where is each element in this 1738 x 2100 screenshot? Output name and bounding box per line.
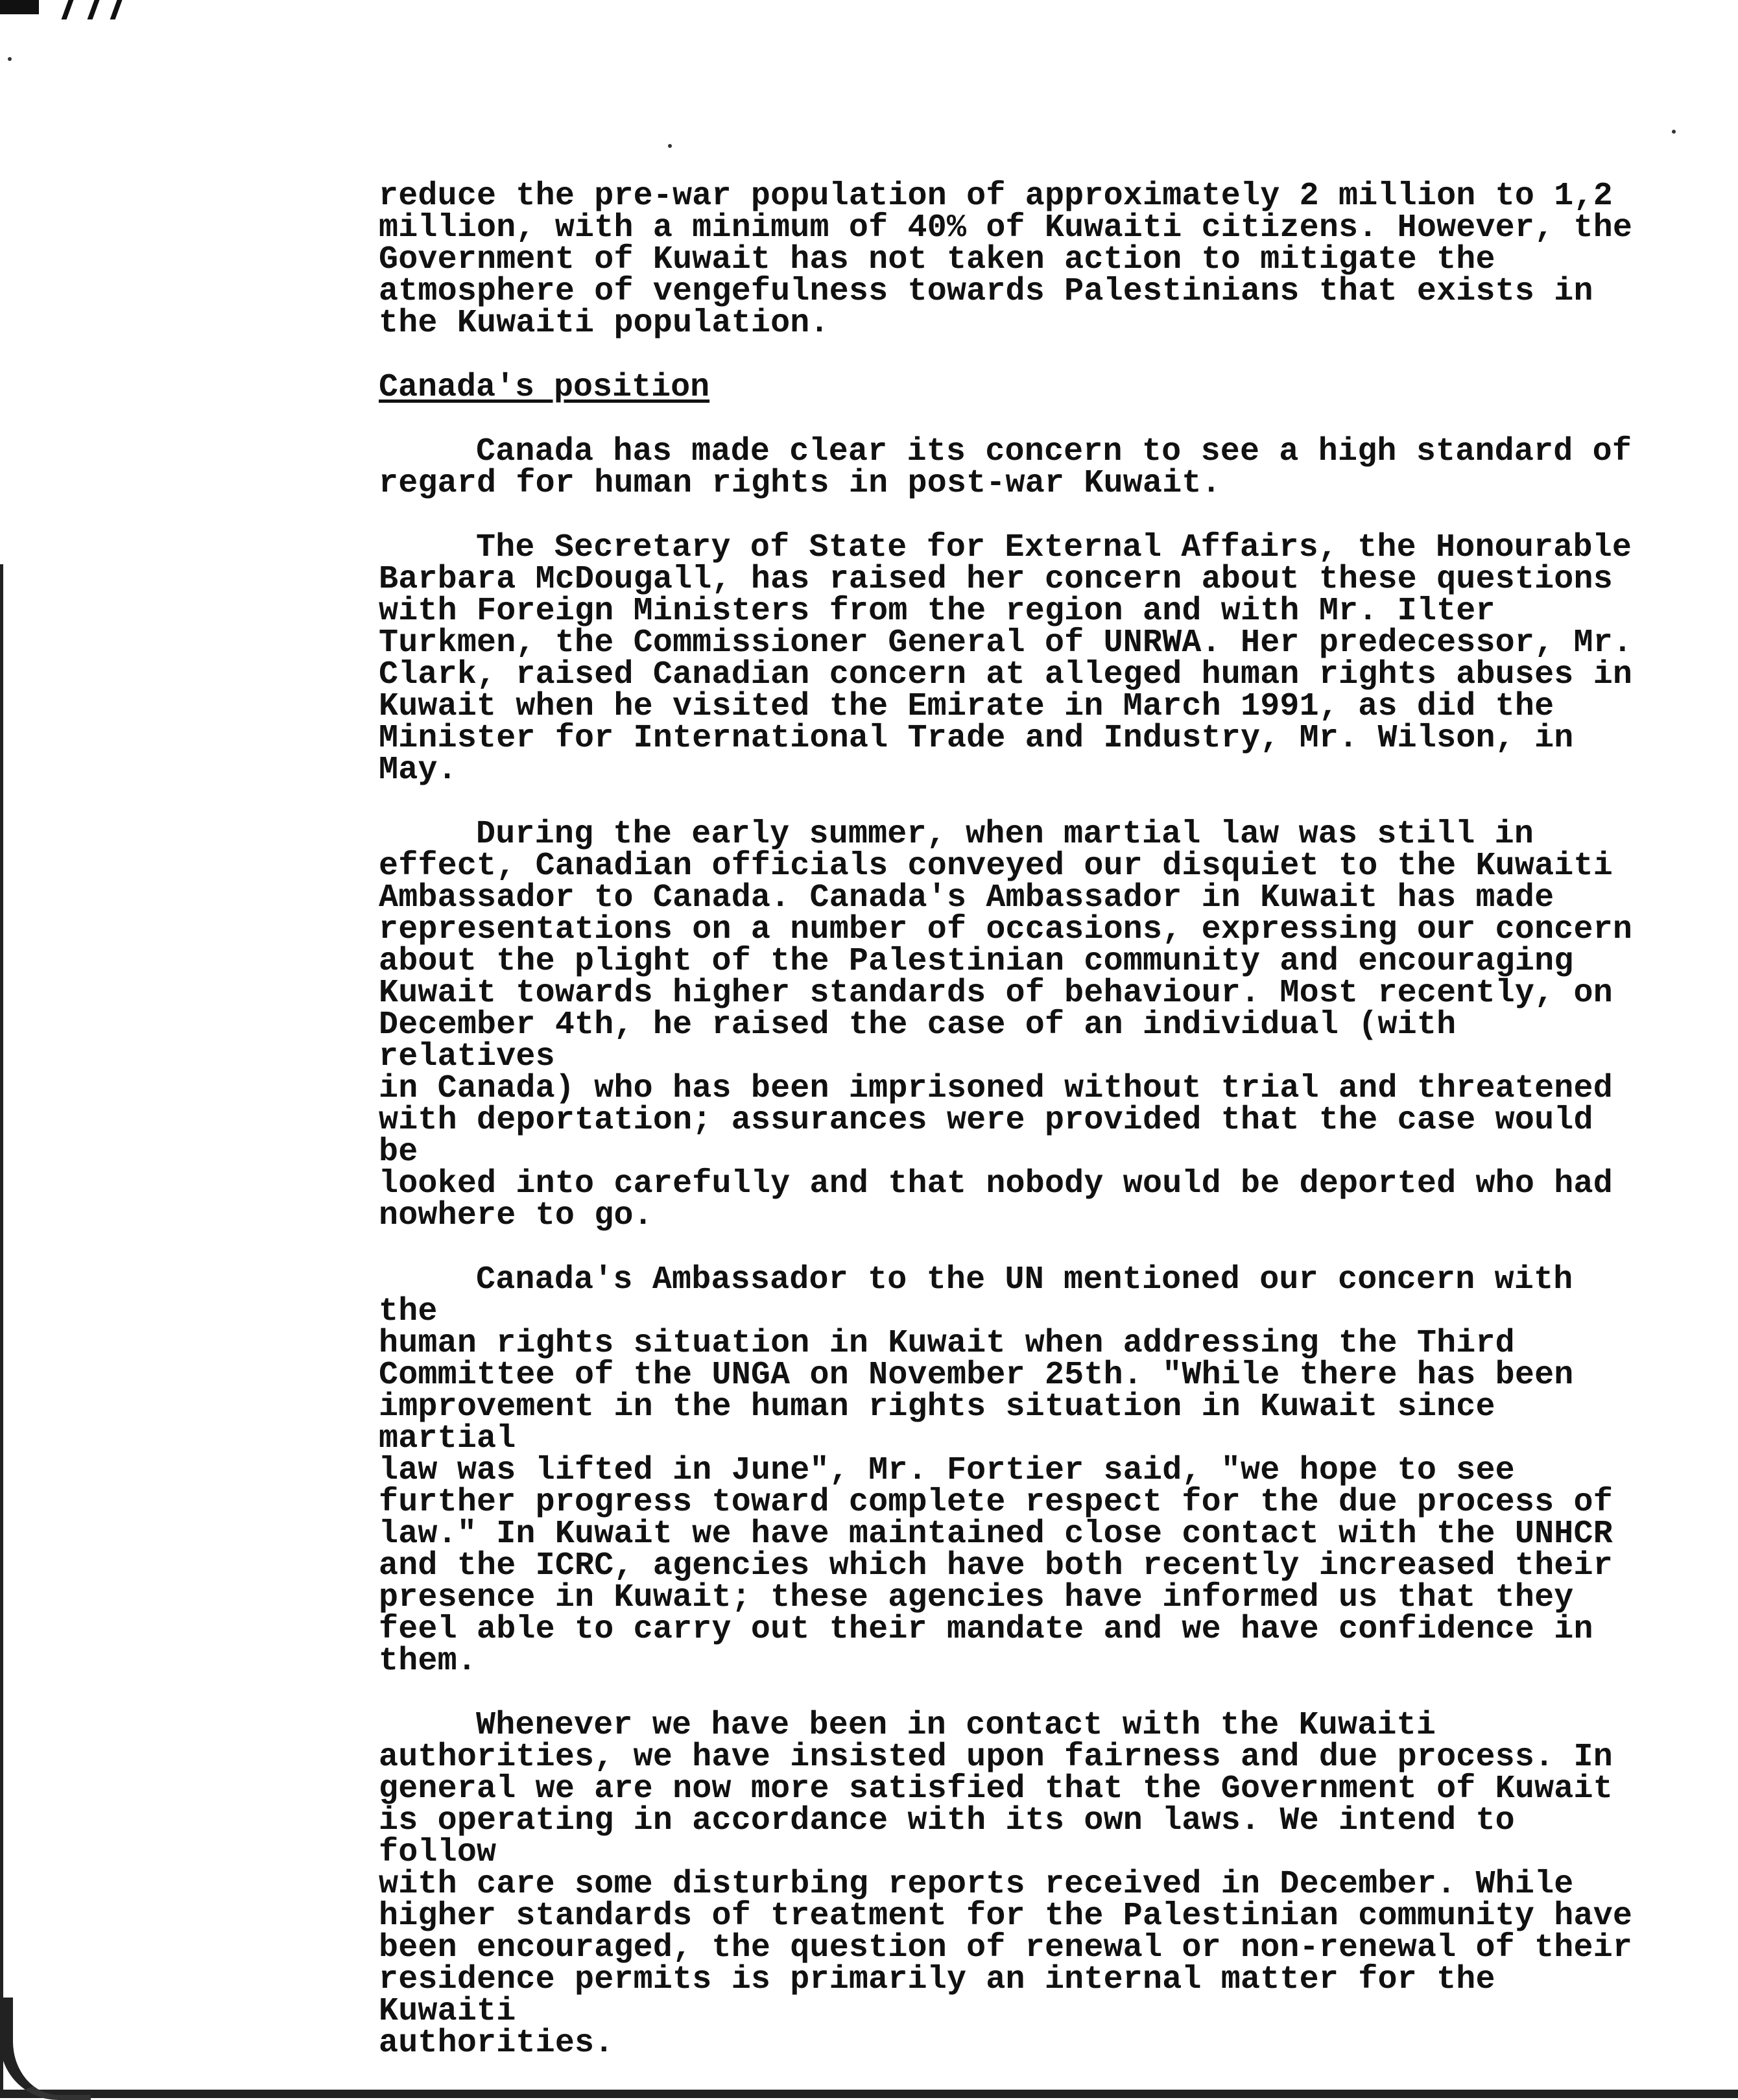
scan-artifact-top-left [0,0,39,14]
section-heading: Canada's position [379,369,710,406]
paragraph-kuwaiti-authorities: Whenever we have been in contact with the Kuwaiti authorities, we have insisted upon fairness and due process. In general we are now more satisfied that the Government of Kuwait is operating in accordance with its own laws. We intend to follow with care some disturbing reports received in December. While higher standards of treatment for the Palestinian community have been encouraged, the question of renewal or non-renewal of their residence permits is primarily an internal matter for the Kuwaiti authorities. [379,1707,1633,2062]
paragraph-canada-concern: Canada has made clear its concern to see a high standard of regard for human rights in post-war Kuwait. [379,433,1632,502]
scan-artifact-top-stroke [88,0,100,19]
scan-speck [668,144,672,148]
scan-speck [8,57,12,61]
paragraph-un-ambassador: Canada's Ambassador to the UN mentioned our concern with the human rights situation in Kuwait when addressing the Third Committee of the UNGA on November 25th. "While there has been improvement in the human rights situation in Kuwait since martial law was lifted in June", Mr. Fortier said, "we hope to see further progress toward complete respect for the due process of law." In Kuwait we have maintained close contact with the UNHCR and the ICRC, agencies which have both recently increased their presence in Kuwait; these agencies have informed us that they feel able to carry out their mandate and we have confidence in them. [379,1261,1613,1680]
scan-artifact-top-stroke [62,0,74,19]
scan-artifact-bottom-left-curl [0,1998,91,2100]
document-body [379,180,1643,2092]
paragraph-secretary-of-state: The Secretary of State for External Affairs, the Honourable Barbara McDougall, has raised her concern about these questions with Foreign Ministers from the region and with Mr. Ilter Turkmen, the Commissioner General of UNRWA. Her predecessor, Mr. Clark, raised Canadian concern at alleged human rights abuses in Kuwait when he visited the Emirate in March 1991, as did the Minister for International Trade and Industry, Mr. Wilson, in May. [379,529,1633,789]
paragraph-population: reduce the pre-war population of approximately 2 million to 1,2 million, with a minimum of 40% of Kuwaiti citizens. However, the Government of Kuwait has not taken action to mitigate the atmosphere of vengefulness towards Palestinians that exists in the Kuwaiti population. [379,178,1633,342]
scan-artifact-top-stroke [110,0,123,19]
paragraph-early-summer: During the early summer, when martial law was still in effect, Canadian officials conveyed our disquiet to the Kuwaiti Ambassador to Canada. Canada's Ambassador in Kuwait has made representations on a number of occasions, expressing our concern about the plight of the Palestinian community and encouraging Kuwait towards higher standards of behaviour. Most recently, on December 4th, he raised the case of an individual (with relatives in Canada) who has been imprisoned without trial and threatened with deportation; assurances were provided that the case would be looked into carefully and that nobody would be deported who had nowhere to go. [379,816,1633,1234]
scan-speck [1672,130,1676,134]
scan-artifact-left-edge [0,564,3,2098]
